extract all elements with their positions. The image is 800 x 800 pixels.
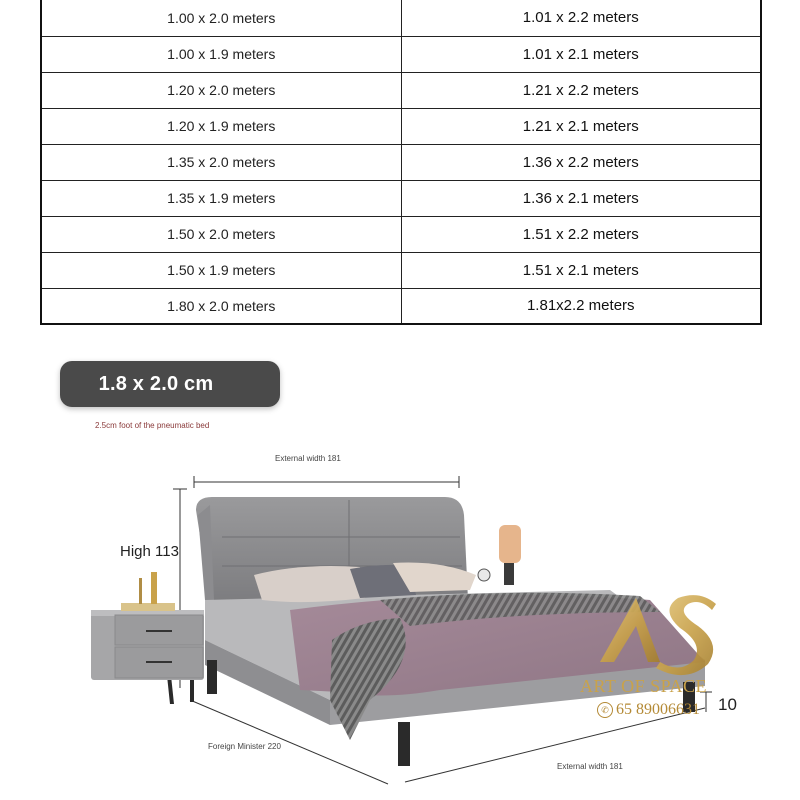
mattress-size-cell: 1.35 x 1.9 meters <box>41 180 401 216</box>
table-row <box>41 252 761 288</box>
bed-size-cell: 1.81x2.2 meters <box>401 288 761 324</box>
bed-size-cell: 1.36 x 2.2 meters <box>401 144 761 180</box>
table-row <box>41 288 761 324</box>
bed-size-cell: 1.01 x 2.2 meters <box>401 0 761 36</box>
table-row <box>41 144 761 180</box>
bed-size-cell: 1.51 x 2.2 meters <box>401 216 761 252</box>
whatsapp-icon: ✆ <box>597 702 613 718</box>
brand-phone-number: 65 89006631 <box>616 701 700 718</box>
foot-height-label: 10 <box>718 695 737 714</box>
pneumatic-bed-note: 2.5cm foot of the pneumatic bed <box>95 421 210 430</box>
mattress-size-cell: 1.20 x 2.0 meters <box>41 72 401 108</box>
mattress-size-cell: 1.50 x 1.9 meters <box>41 252 401 288</box>
mattress-size-cell: 1.35 x 2.0 meters <box>41 144 401 180</box>
mattress-size-cell: 1.20 x 1.9 meters <box>41 108 401 144</box>
height-label: High 113 <box>120 543 179 560</box>
mattress-size-cell: 1.00 x 2.0 meters <box>41 0 401 36</box>
bed-diagram <box>0 440 800 800</box>
table-row <box>41 36 761 72</box>
top-width-dimension <box>194 476 459 488</box>
table-row <box>41 180 761 216</box>
nightstand <box>91 572 204 704</box>
bed-size-cell: 1.51 x 2.1 meters <box>401 252 761 288</box>
table-row <box>41 72 761 108</box>
bed-size-cell: 1.36 x 2.1 meters <box>401 180 761 216</box>
side-length-label: Foreign Minister 220 <box>208 742 281 751</box>
brand-name: ART OF SPACE <box>580 676 707 696</box>
bottom-width-label: External width 181 <box>557 762 623 771</box>
bed-size-cell: 1.21 x 2.2 meters <box>401 72 761 108</box>
table-row <box>41 216 761 252</box>
bottom-width-dimension <box>405 708 705 782</box>
dimension-badge-label: 1.8 x 2.0 cm <box>98 372 214 395</box>
table-row <box>41 0 761 36</box>
mattress-size-cell: 1.80 x 2.0 meters <box>41 288 401 324</box>
brand-phone <box>597 701 700 719</box>
mattress-size-cell: 1.50 x 2.0 meters <box>41 216 401 252</box>
table-row <box>41 108 761 144</box>
size-table <box>40 0 762 325</box>
top-width-label: External width 181 <box>275 454 341 463</box>
mattress-size-cell: 1.00 x 1.9 meters <box>41 36 401 72</box>
bed-size-cell: 1.01 x 2.1 meters <box>401 36 761 72</box>
table-lamp <box>478 525 521 585</box>
dimension-badge <box>60 361 280 407</box>
bed-size-cell: 1.21 x 2.1 meters <box>401 108 761 144</box>
